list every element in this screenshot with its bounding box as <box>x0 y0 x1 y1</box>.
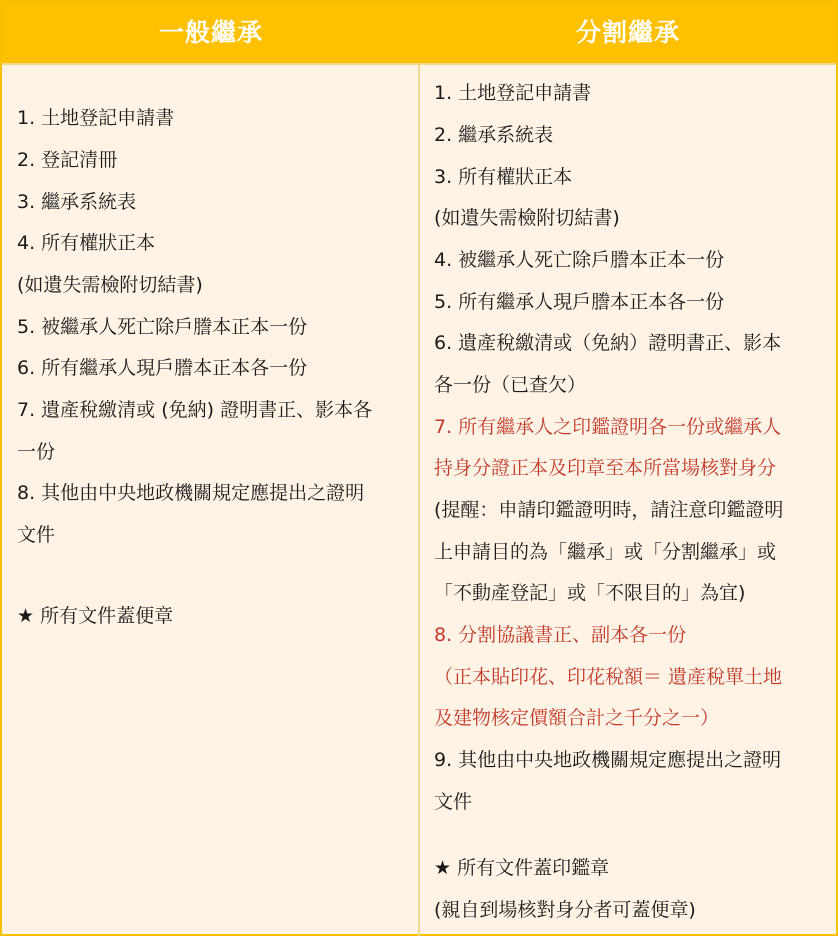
partition-item-line-highlight: （正本貼印花、印花稅額＝ 遺產稅單土地 <box>434 666 783 688</box>
table-header <box>2 2 836 65</box>
general-item-line: 5. 被繼承人死亡除戶謄本正本一份 <box>17 316 308 338</box>
partition-item-line-highlight: 持身分證正本及印章至本所當場核對身分 <box>434 457 777 479</box>
partition-item-line: 5. 所有繼承人現戶謄本正本各一份 <box>434 291 725 313</box>
partition-item-line: 4. 被繼承人死亡除戶謄本正本一份 <box>434 249 725 271</box>
general-item-line: 文件 <box>17 524 56 546</box>
general-item-line: 1. 土地登記申請書 <box>17 107 175 129</box>
partition-reminder-line: (提醒：申請印鑑證明時，請注意印鑑證明 <box>434 499 784 521</box>
partition-reminder-line: 上申請目的為「繼承」或「分割繼承」或 <box>434 541 777 563</box>
partition-item-line-highlight: 8. 分割協議書正、副本各一份 <box>434 624 687 646</box>
partition-reminder-line: 「不動產登記」或「不限目的」為宜) <box>434 582 746 604</box>
partition-item-line: 各一份（已查欠） <box>434 374 587 396</box>
header-partition-inheritance: 分割繼承 <box>575 18 680 47</box>
partition-item-line: (如遺失需檢附切結書) <box>434 207 620 229</box>
partition-item-line: 文件 <box>434 791 473 813</box>
general-item-line: 6. 所有繼承人現戶謄本正本各一份 <box>17 357 308 379</box>
general-item-line: 一份 <box>17 441 56 463</box>
partition-item-line: 1. 土地登記申請書 <box>434 82 592 104</box>
partition-item-line-highlight: 及建物核定價額合計之千分之一） <box>434 707 720 729</box>
partition-note-seal-detail: (親自到場核對身分者可蓋便章) <box>434 899 696 921</box>
general-item-line: 4. 所有權狀正本 <box>17 232 156 254</box>
partition-item-line: 3. 所有權狀正本 <box>434 166 573 188</box>
partition-item-line: 9. 其他由中央地政機關規定應提出之證明 <box>434 749 782 771</box>
partition-item-line: 6. 遺產稅繳清或（免納）證明書正、影本 <box>434 332 782 354</box>
general-item-line: 2. 登記清冊 <box>17 149 118 171</box>
header-general-inheritance: 一般繼承 <box>158 18 263 47</box>
general-item-line: (如遺失需檢附切結書) <box>17 274 203 296</box>
general-item-line: 3. 繼承系統表 <box>17 191 137 213</box>
partition-item-line-highlight: 7. 所有繼承人之印鑑證明各一份或繼承人 <box>434 416 782 438</box>
partition-note-seal: ★ 所有文件蓋印鑑章 <box>434 857 610 879</box>
column-divider <box>418 65 420 936</box>
partition-item-line: 2. 繼承系統表 <box>434 124 554 146</box>
general-note-seal: ★ 所有文件蓋便章 <box>17 605 174 627</box>
general-item-line: 7. 遺產稅繳清或 (免納) 證明書正、影本各 <box>17 399 373 421</box>
general-item-line: 8. 其他由中央地政機關規定應提出之證明 <box>17 482 365 504</box>
